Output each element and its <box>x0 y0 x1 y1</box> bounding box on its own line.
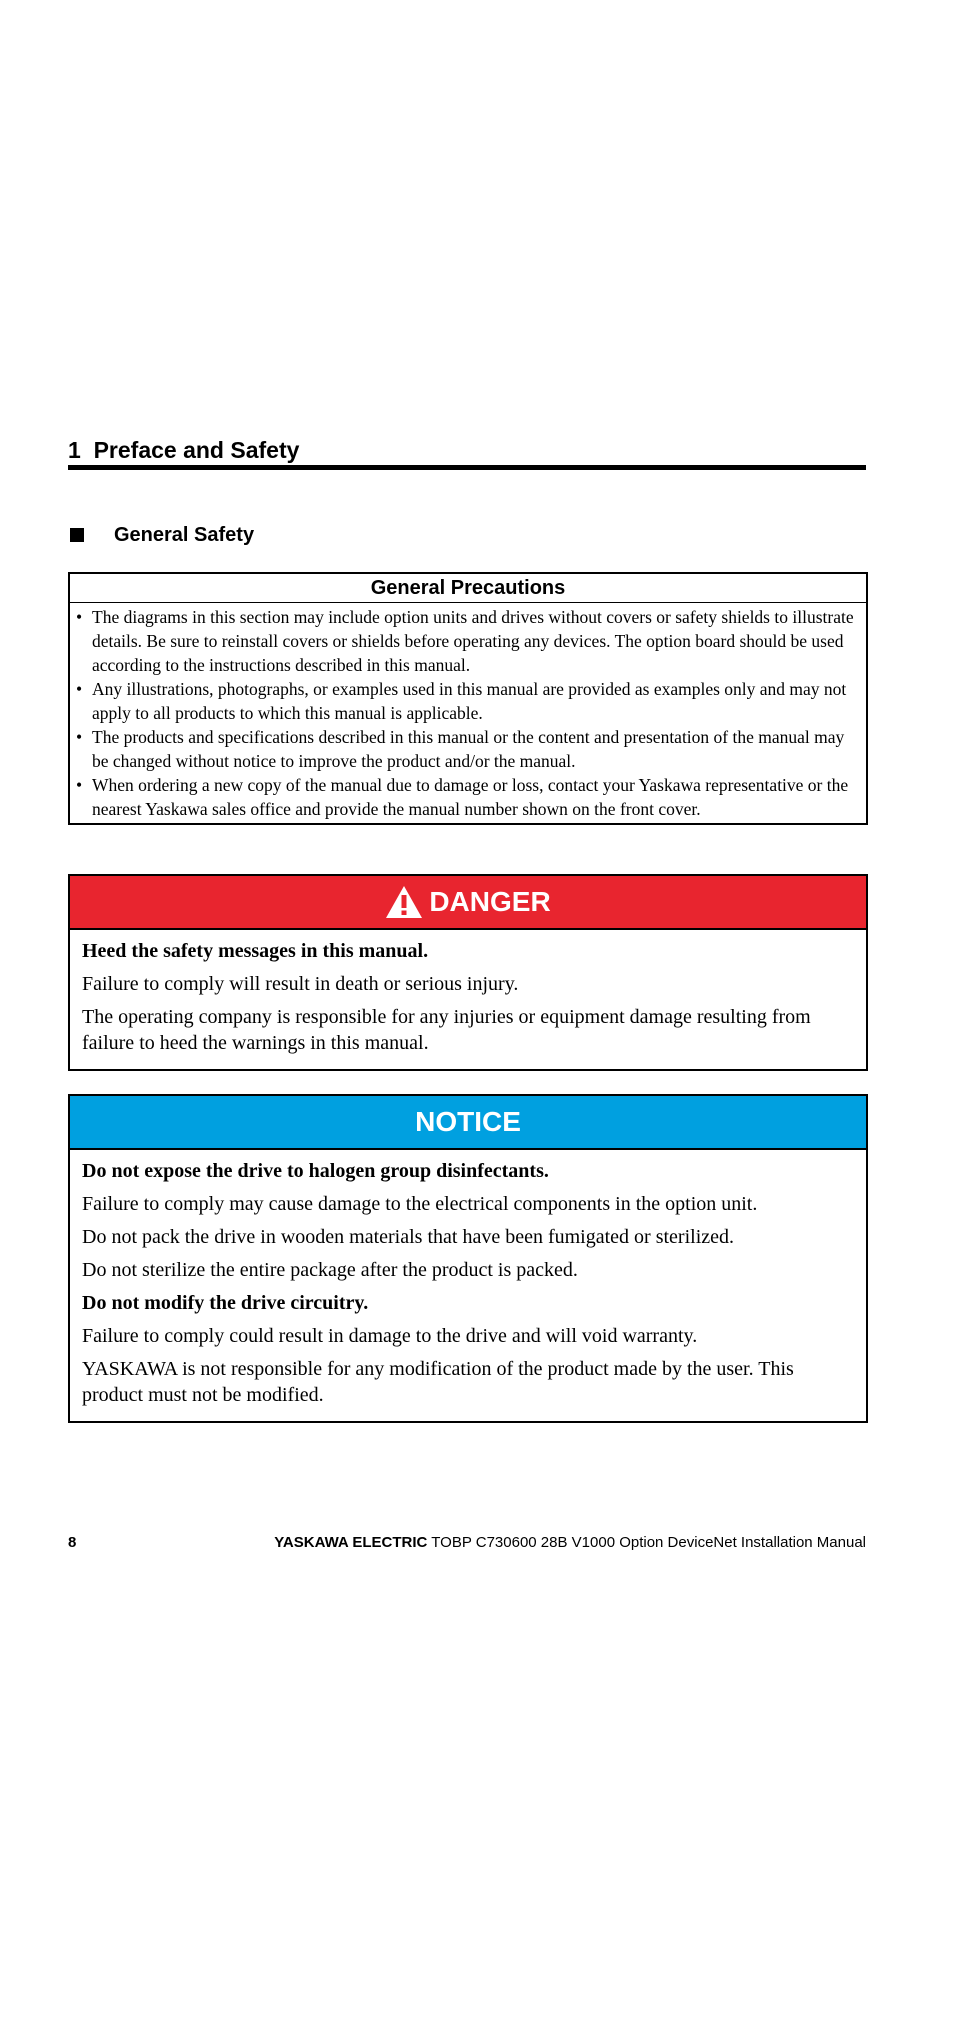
danger-label: DANGER <box>429 886 551 917</box>
precaution-item: • When ordering a new copy of the manual due to damage or loss, contact your Yaskawa representative or the nearest Yaskawa sales office and provide the manual number shown on the front cover. <box>76 775 849 819</box>
square-bullet-icon <box>70 528 84 542</box>
notice-box <box>68 1094 868 1423</box>
section-divider <box>68 465 866 470</box>
footer-title <box>274 1533 866 1553</box>
section-heading <box>68 436 866 464</box>
bullet-icon: • <box>76 607 83 627</box>
danger-text: Failure to comply will result in death or serious injury. <box>82 973 519 995</box>
precautions-heading: General Precautions <box>70 574 866 603</box>
footer-brand: YASKAWA ELECTRIC <box>274 1534 428 1551</box>
notice-banner <box>70 1096 866 1150</box>
notice-text: Failure to comply could result in damage to the drive and will void warranty. <box>82 1325 698 1347</box>
notice-headline: Do not modify the drive circuitry. <box>82 1292 369 1314</box>
notice-text: YASKAWA is not responsible for any modification of the product made by the user. This product must not be modified. <box>82 1358 794 1406</box>
footer-manual-title: TOBP C730600 28B V1000 Option DeviceNet Installation Manual <box>431 1534 866 1551</box>
danger-body <box>70 930 866 1069</box>
precautions-list <box>70 603 866 823</box>
subsection-heading <box>68 522 254 548</box>
section-title: Preface and Safety <box>93 437 300 463</box>
notice-body <box>70 1150 866 1421</box>
danger-headline: Heed the safety messages in this manual. <box>82 940 429 962</box>
notice-text: Failure to comply may cause damage to the electrical components in the option unit. <box>82 1193 758 1215</box>
precaution-item: • The diagrams in this section may include option units and drives without covers or safety shields to illustrate details. Be sure to reinstall covers or shields before operating any devices. The option board should be used according to the instructions described in this manual. <box>76 607 854 675</box>
subsection-title: General Safety <box>114 524 255 546</box>
warning-triangle-icon <box>385 885 423 919</box>
notice-headline: Do not expose the drive to halogen group disinfectants. <box>82 1160 549 1182</box>
section-number: 1 <box>68 437 81 463</box>
bullet-icon: • <box>76 727 83 747</box>
precaution-item: • The products and specifications described in this manual or the content and presentation of the manual may be changed without notice to improve the product and/or the manual. <box>76 727 845 771</box>
danger-text: The operating company is responsible for any injuries or equipment damage resulting from failure to heed the warnings in this manual. <box>82 1006 811 1054</box>
page-number: 8 <box>68 1534 77 1551</box>
danger-banner <box>70 876 866 930</box>
notice-text: Do not pack the drive in wooden materials that have been fumigated or sterilized. <box>82 1226 735 1248</box>
danger-box <box>68 874 868 1071</box>
bullet-icon: • <box>76 679 83 699</box>
bullet-icon: • <box>76 775 83 795</box>
notice-label: NOTICE <box>415 1106 521 1137</box>
general-precautions-box <box>68 572 868 825</box>
notice-text: Do not sterilize the entire package after the product is packed. <box>82 1259 578 1281</box>
precaution-item: • Any illustrations, photographs, or examples used in this manual are provided as examples only and may not apply to all products to which this manual is applicable. <box>76 679 847 723</box>
